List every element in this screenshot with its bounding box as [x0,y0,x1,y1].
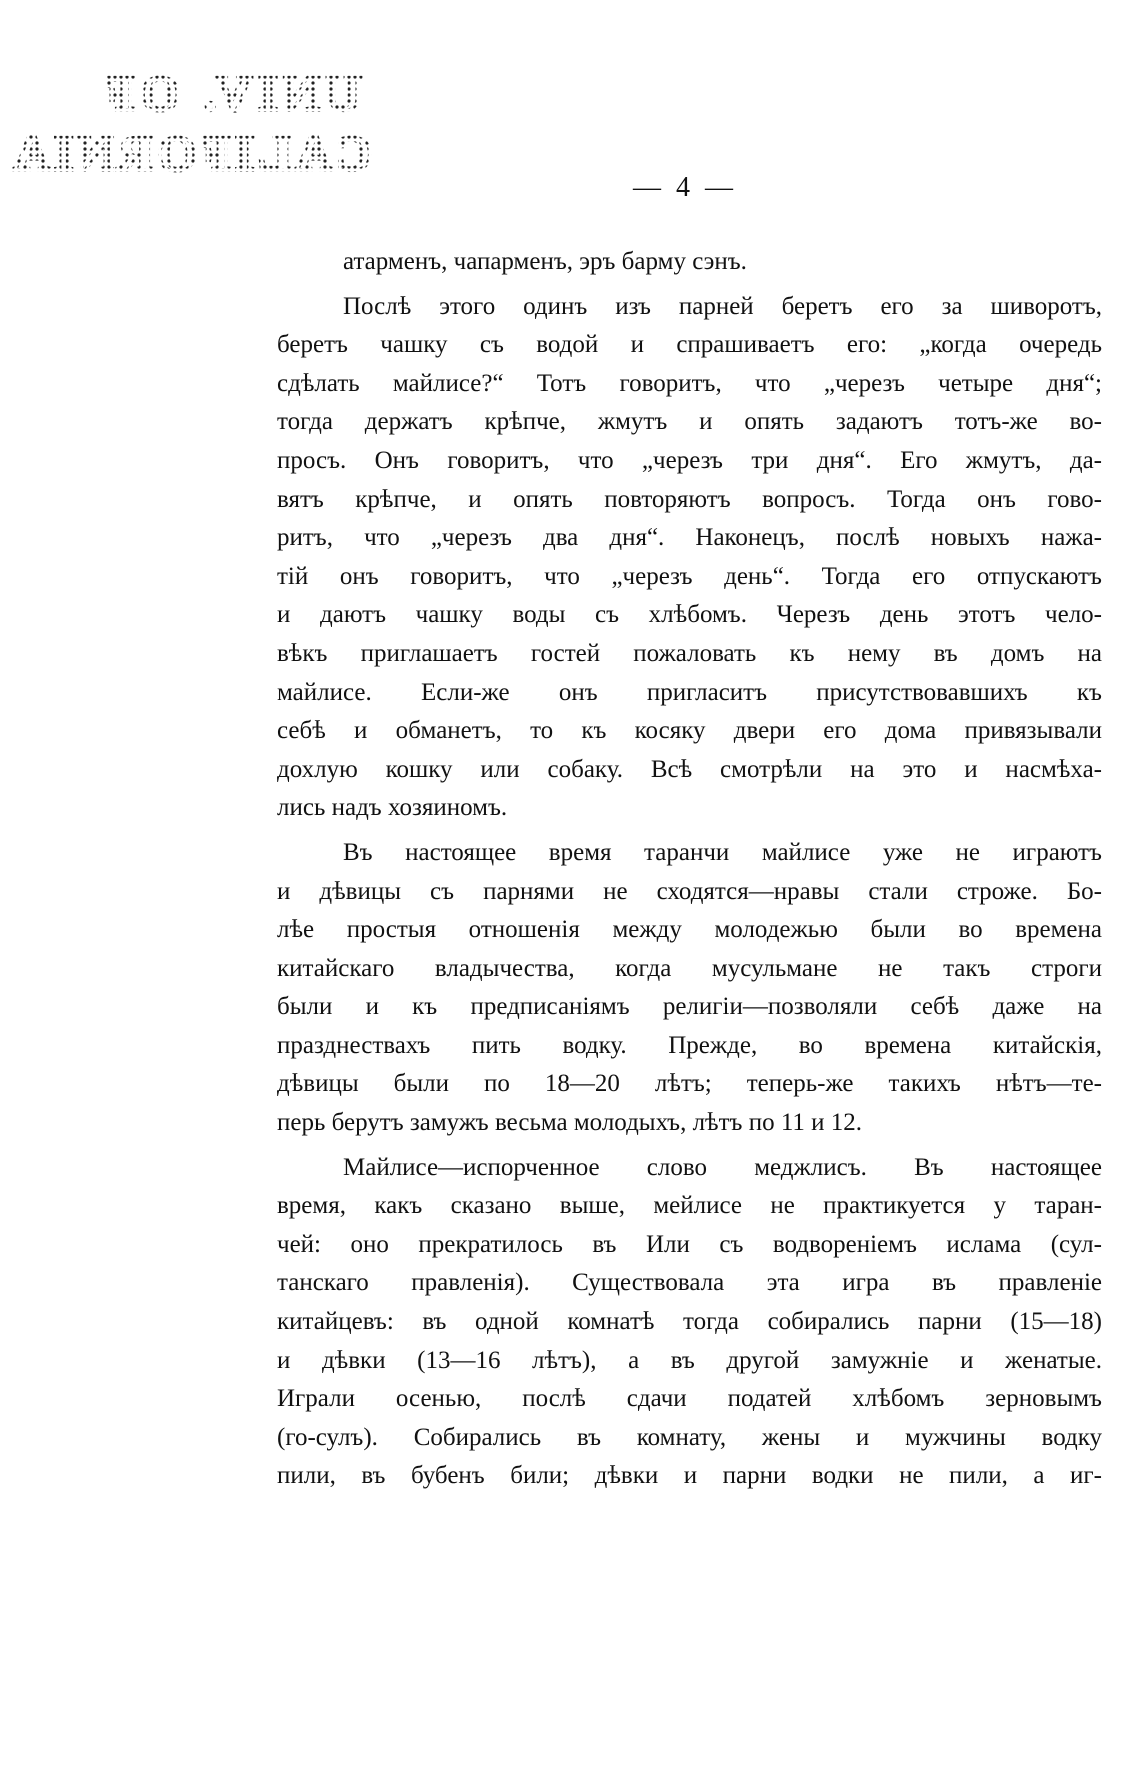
text-line: и дѣвки (13—16 лѣтъ), а въ другой замужніе и женатые. [277,1346,1102,1374]
text-line: майлисе. Если-же онъ пригласитъ присутствовавшихъ къ [277,678,1102,706]
text-line: и даютъ чашку воды съ хлѣбомъ. Черезъ день этотъ чело- [277,601,1102,629]
page-number: — 4 — [633,172,737,203]
text-line: (го-сулъ). Собирались въ комнату, жены и мужчины водку [277,1423,1102,1451]
text-line: чей: оно прекратилось въ Или съ водвореніемъ ислама (сул- [277,1230,1102,1258]
text-line: Послѣ этого одинъ изъ парней беретъ его за шиворотъ, [343,292,1102,320]
text-line: атарменъ, чапарменъ, эръ барму сэнъ. [343,248,747,275]
text-line: лись надъ хозяиномъ. [277,794,508,822]
text-line: китайскаго владычества, когда мусульмане не такъ строги [277,954,1102,982]
text-line: себѣ и обманетъ, то къ косяку двери его дома привязывали [277,717,1102,745]
text-line: и дѣвицы съ парнями не сходятся—нравы стали строже. Бо- [277,877,1102,905]
text-line: Майлисе—испорченное слово меджлисъ. Въ настоящее [343,1153,1102,1181]
text-line: сдѣлать майлисе?“ Тотъ говоритъ, что „черезъ четыре дня“; [277,369,1102,397]
text-line: ритъ, что „черезъ два дня“. Наконецъ, послѣ новыхъ нажа- [277,524,1102,552]
text-line: китайцевъ: въ одной комнатѣ тогда собирались парни (15—18) [277,1308,1102,1336]
text-line: Въ настоящее время таранчи майлисе уже не играютъ [343,838,1102,866]
stamp-line-1: UNIV. OF [98,65,362,121]
text-line: Играли осенью, послѣ сдачи податей хлѣбомъ зерновымъ [277,1385,1102,1413]
stamp-line-2: CALIFORNIA [9,125,372,181]
body-text [277,243,1102,1496]
paragraph-1 [277,243,1102,282]
paragraph-3 [277,834,1102,1143]
text-line: дѣвицы были по 18—20 лѣтъ; теперь-же такихъ нѣтъ—те- [277,1070,1102,1098]
text-line: тогда держатъ крѣпче, жмутъ и опять задаютъ тотъ-же во- [277,408,1102,436]
text-line: вѣкъ приглашаетъ гостей пожаловать къ нему въ домъ на [277,639,1102,667]
text-line: танскаго правленія). Существовала эта игра въ правленіе [277,1269,1102,1297]
text-line: были и къ предписаніямъ религіи—позволяли себѣ даже на [277,993,1102,1021]
text-line: тій онъ говоритъ, что „черезъ день“. Тогда его отпускаютъ [277,562,1102,590]
library-stamp-perforation [9,62,382,182]
text-line: празднествахъ пить водку. Прежде, во времена китайскія, [277,1031,1102,1059]
text-line: вятъ крѣпче, и опять повторяютъ вопросъ. Тогда онъ гово- [277,485,1102,513]
paragraph-4 [277,1149,1102,1496]
paragraph-2 [277,288,1102,828]
text-line: дохлую кошку или собаку. Всѣ смотрѣли на это и насмѣха- [277,755,1102,783]
text-line: время, какъ сказано выше, мейлисе не практикуется у таран- [277,1192,1102,1220]
text-line: пили, въ бубенъ били; дѣвки и парни водки не пили, а иг- [277,1462,1102,1490]
text-line: просъ. Онъ говоритъ, что „черезъ три дня“. Его жмутъ, да- [277,446,1102,474]
text-line: беретъ чашку съ водой и спрашиваетъ его: „когда очередь [277,331,1102,359]
text-line: перь берутъ замужъ весьма молодыхъ, лѣтъ по 11 и 12. [277,1109,863,1137]
text-line: лѣе простыя отношенія между молодежью были во времена [277,916,1102,944]
